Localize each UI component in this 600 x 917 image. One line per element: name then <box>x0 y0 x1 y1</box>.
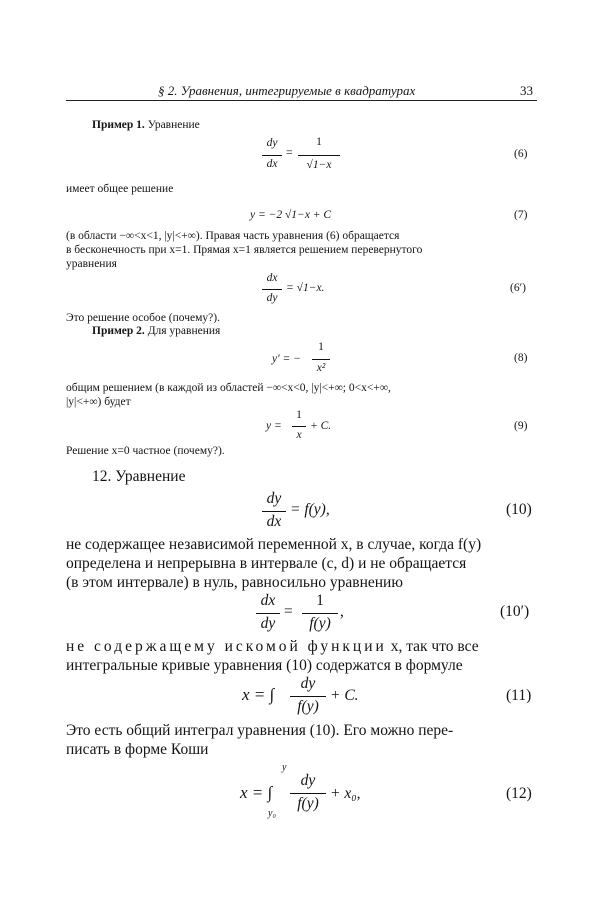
example2-para-line2: |y|<+∞) будет <box>66 396 131 408</box>
eq6-num-one: 1 <box>316 136 322 148</box>
eq10-number: (10) <box>506 501 532 518</box>
eq10p-den-dy: dy <box>260 615 276 632</box>
example1-conclusion: Это решение особое (почему?). <box>66 312 220 324</box>
section12-para2-line2: интегральные кривые уравнения (10) содержатся в формуле <box>66 657 463 674</box>
eq8-lhs: y′ = − <box>272 353 301 365</box>
eq7-number: (7) <box>514 209 528 221</box>
example2-text: Для уравнения <box>147 325 221 337</box>
eq10-rhs: = f(y), <box>290 501 330 518</box>
eq10p-fraction-bar <box>256 613 280 614</box>
eq9-lhs: y = <box>266 420 282 432</box>
example2-label: Пример 2. <box>92 325 145 337</box>
example1-para-line1: (в области −∞<x<1, |y|<+∞). Правая часть уравнения (6) обращается <box>66 230 400 242</box>
text-after-eq6: имеет общее решение <box>66 183 174 195</box>
eq10-num-dy: dy <box>266 490 282 507</box>
eq6p-number: (6′) <box>510 282 526 294</box>
section12-para3-line1: Это есть общий интеграл уравнения (10). Его можно пере- <box>66 722 454 739</box>
section12-para2-line1 <box>66 638 479 656</box>
eq12-den-fy: f(y) <box>297 795 319 812</box>
example1-intro <box>92 119 200 131</box>
example1-label: Пример 1. <box>92 119 145 131</box>
eq10p-num-dx: dx <box>260 592 276 609</box>
eq9-fraction-bar <box>292 426 306 427</box>
eq12-lower-limit: y₀ <box>268 808 276 819</box>
eq9-rhs: + C. <box>310 420 332 432</box>
eq6-fraction-bar <box>262 155 282 156</box>
eq11-den-fy: f(y) <box>297 698 319 715</box>
eq6-den-sqrt: √1−x <box>306 159 332 171</box>
eq6p-rhs: = √1−x. <box>286 282 325 294</box>
para2-rest: x, так что все <box>390 638 479 655</box>
spaced-emphasis: не содержащему искомой функции <box>66 638 387 655</box>
eq11-lhs: x = ∫ <box>242 685 275 704</box>
section12-para3-line2: писать в форме Коши <box>66 741 209 758</box>
page-number: 33 <box>520 83 533 98</box>
eq6-num-dy: dy <box>266 137 278 149</box>
example1-text: Уравнение <box>147 119 200 131</box>
example2-para-line1: общим решением (в каждой из областей −∞<x<0, |y|<+∞; 0<x<+∞, <box>66 382 391 394</box>
eq10p-number: (10′) <box>500 603 530 620</box>
section12-para1-line3: (в этом интервале) в нуль, равносильно уравнению <box>66 574 403 591</box>
eq6p-num-dx: dx <box>266 272 278 284</box>
eq11-num-dy: dy <box>300 675 316 692</box>
eq11-number: (11) <box>506 687 532 704</box>
eq12-num-dy: dy <box>300 772 316 789</box>
section12-para1-line1: не содержащее независимой переменной x, в случае, когда f(y) <box>66 536 482 553</box>
eq11-fraction-bar <box>290 696 326 697</box>
eq12-lhs: x = ∫ <box>240 783 273 802</box>
eq12-number: (12) <box>506 785 532 802</box>
eq6p-den-dy: dy <box>266 292 278 304</box>
eq6-number: (6) <box>514 148 528 160</box>
section-12-heading: 12. Уравнение <box>92 468 186 485</box>
example1-para-line3: уравнения <box>66 258 117 270</box>
eq8-den-xsq: x² <box>316 362 326 374</box>
running-header: § 2. Уравнения, интегрируемые в квадратурах <box>158 83 416 98</box>
eq10-den-dx: dx <box>266 513 282 530</box>
eq12-fraction-bar <box>290 793 326 794</box>
eq12-rhs: + x₀, <box>330 785 361 802</box>
header-rule <box>66 100 537 101</box>
eq9-number: (9) <box>514 420 528 432</box>
eq9-num-one: 1 <box>296 409 302 421</box>
eq10p-den-fy: f(y) <box>309 615 331 632</box>
eq6-fraction-bar-2 <box>298 155 340 156</box>
eq12-upper-limit: y <box>282 762 287 773</box>
example1-para-line2: в бесконечность при x=1. Прямая x=1 является решением перевернутого <box>66 244 423 256</box>
eq6p-fraction-bar <box>262 289 282 290</box>
equation-7: y = −2 √1−x + C <box>250 209 332 221</box>
eq9-den-x: x <box>296 429 302 441</box>
eq6-den-dx: dx <box>266 158 278 170</box>
eq8-fraction-bar <box>312 359 330 360</box>
eq11-rhs: + C. <box>330 687 359 704</box>
example2-conclusion: Решение x=0 частное (почему?). <box>66 445 225 457</box>
eq8-num-one: 1 <box>318 341 324 353</box>
eq10p-fraction-bar-2 <box>302 613 338 614</box>
example2-intro <box>92 325 220 337</box>
eq8-number: (8) <box>514 352 528 364</box>
section12-para1-line2: определена и непрерывна в интервале (c, d) и не обращается <box>66 555 467 572</box>
eq10p-num-one: 1 <box>316 592 324 609</box>
eq10-fraction-bar <box>262 511 286 512</box>
